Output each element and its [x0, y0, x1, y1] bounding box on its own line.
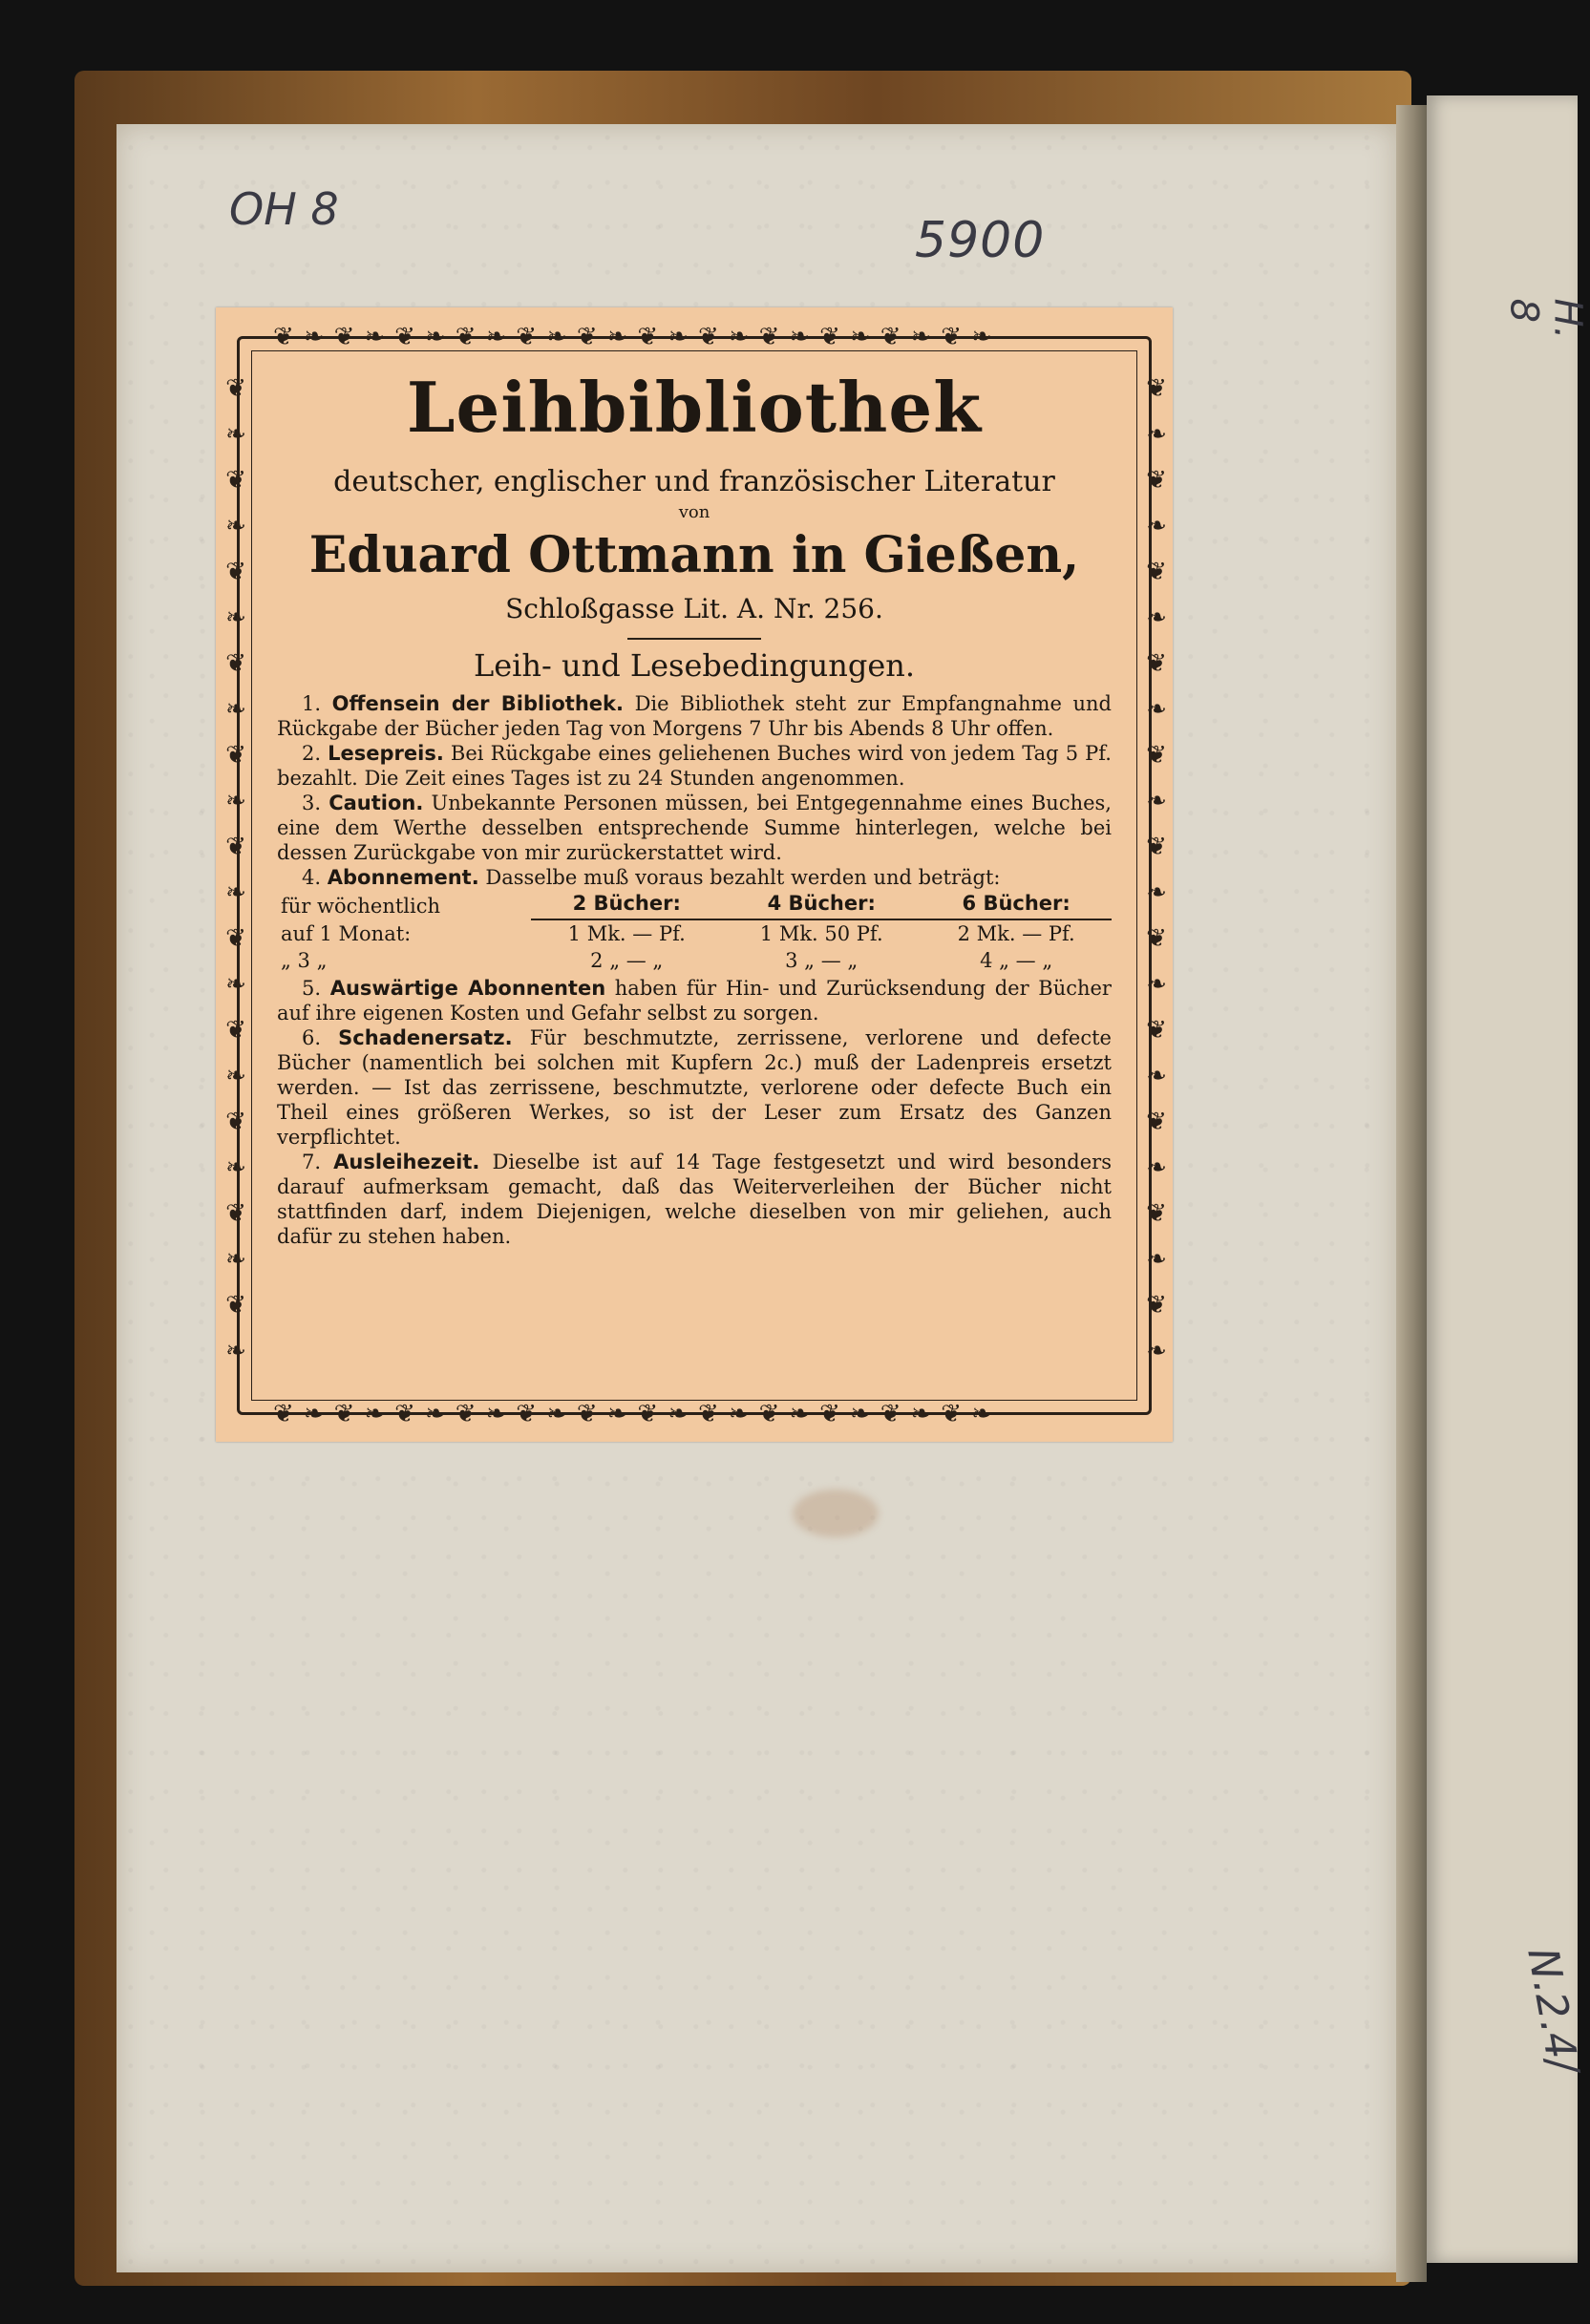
handwritten-shelfmark: OH 8: [229, 183, 339, 235]
price-cell: 3 „ — „: [785, 949, 859, 972]
handwritten-accession-number: 5900: [915, 212, 1046, 269]
price-header-2: 2 Bücher:: [531, 892, 722, 919]
rule-number: 3.: [302, 792, 322, 814]
rule-text: Für beschmutzte, zerrissene, verlorene und defecte Bücher (namentlich bei solchen mit Kupfern 2c.) muß der Ladenpreis ersetzt werden. — Ist das zerrissene, beschmutzte, verlorene oder defecte Buch ein Theil eines größeren Werkes, so ist der Leser zum Ersatz des Ganzen verpflichtet.: [277, 1026, 1112, 1149]
rule-text: Dieselbe ist auf 14 Tage festgesetzt und wird besonders darauf aufmerksam gemacht, daß das Weiterverleihen der Bücher nicht stattfinden darf, indem Diejenigen, welche dieselben von mir geliehen, auch dafür zu stehen haben.: [277, 1151, 1112, 1248]
book-gutter: [1396, 105, 1427, 2282]
price-header-6: 6 Bücher:: [921, 892, 1112, 919]
rule-6: [277, 1025, 1112, 1150]
rule-text: Die Bibliothek steht zur Empfangnahme und Rückgabe der Bücher jeden Tag von Morgens 7 Uhr bis Abends 8 Uhr offen.: [277, 692, 1112, 740]
price-cell: 1 Mk. 50 Pf.: [759, 922, 883, 945]
flyleaf-handwriting-bottom: N.2.4/: [1517, 1944, 1588, 2077]
rule-number: 1.: [302, 692, 322, 715]
price-cell: 1 Mk. — Pf.: [567, 922, 686, 945]
rule-number: 4.: [302, 866, 322, 889]
price-col0-header: für wöchentlich: [281, 894, 441, 918]
ornament-bottom: ❦❧❦❧❦❧❦❧❦❧❦❧❦❧❦❧❦❧❦❧❦❧❦❧: [273, 1400, 1002, 1428]
rule-title: Auswärtige Abonnenten: [329, 977, 606, 1000]
price-header-4: 4 Bücher:: [722, 892, 921, 919]
label-title: Leihbibliothek: [406, 367, 983, 448]
label-content: [277, 365, 1112, 1249]
rule-3: [277, 791, 1112, 865]
price-header-row: [277, 892, 1112, 919]
rule-number: 5.: [302, 977, 322, 1000]
rule-title: Offensein der Bibliothek.: [331, 692, 624, 715]
flyleaf-page: [1427, 95, 1578, 2263]
conditions-heading: Leih- und Lesebedingungen.: [473, 647, 916, 684]
rule-text: Bei Rückgabe eines geliehenen Buches wird von jedem Tag 5 Pf. bezahlt. Die Zeit eines Tages ist zu 24 Stunden angenommen.: [277, 742, 1112, 790]
paper-stain: [793, 1489, 879, 1537]
rule-7: [277, 1150, 1112, 1249]
label-address: Schloßgasse Lit. A. Nr. 256.: [505, 593, 883, 624]
price-row-label: auf 1 Monat:: [281, 921, 412, 945]
rule-text: Dasselbe muß voraus bezahlt werden und beträgt:: [478, 866, 1001, 889]
rule-4: [277, 865, 1112, 890]
price-cell: 2 Mk. — Pf.: [957, 922, 1075, 945]
price-cell: 2 „ — „: [590, 949, 664, 972]
rule-number: 2.: [302, 742, 322, 765]
ornament-top: ❦❧❦❧❦❧❦❧❦❧❦❧❦❧❦❧❦❧❦❧❦❧❦❧: [273, 323, 1002, 351]
rule-title: Ausleihezeit.: [333, 1151, 480, 1173]
library-label: [216, 307, 1173, 1442]
flyleaf-handwriting-top: H. 8: [1501, 298, 1590, 340]
price-row: [277, 947, 1112, 974]
rule-text: Unbekannte Personen müssen, bei Entgegennahme eines Buches, eine dem Werthe desselben entsprechende Summe hinterlegen, welche bei dessen Zurückgabe von mir zurückerstattet wird.: [277, 792, 1112, 864]
rule-2: [277, 741, 1112, 791]
rule-number: 7.: [302, 1151, 322, 1173]
rule-title: Lesepreis.: [328, 742, 444, 765]
rule-1: [277, 691, 1112, 741]
label-von: von: [678, 502, 710, 522]
subscription-price-table: [277, 892, 1112, 974]
ornament-left: ❦❧❦❧❦❧❦❧❦❧❦❧❦❧❦❧❦❧❦❧❦❧: [222, 374, 250, 1383]
rule-5: [277, 976, 1112, 1025]
rule-title: Abonnement.: [327, 866, 479, 889]
price-row: [277, 919, 1112, 947]
price-cell: 4 „ — „: [980, 949, 1053, 972]
price-row-label: „ 3 „: [281, 949, 328, 972]
rule-text: haben für Hin- und Zurücksendung der Bücher auf ihre eigenen Kosten und Gefahr selbst zu sorgen.: [277, 977, 1112, 1025]
label-subtitle: deutscher, englischer und französischer Literatur: [333, 465, 1055, 498]
rule-title: Caution.: [329, 792, 424, 814]
rule-title: Schadenersatz.: [338, 1026, 513, 1049]
ornament-right: ❦❧❦❧❦❧❦❧❦❧❦❧❦❧❦❧❦❧❦❧❦❧: [1142, 374, 1171, 1383]
rule-number: 6.: [302, 1026, 322, 1049]
label-owner: Eduard Ottmann in Gießen,: [308, 526, 1080, 584]
divider-rule: [627, 638, 761, 640]
